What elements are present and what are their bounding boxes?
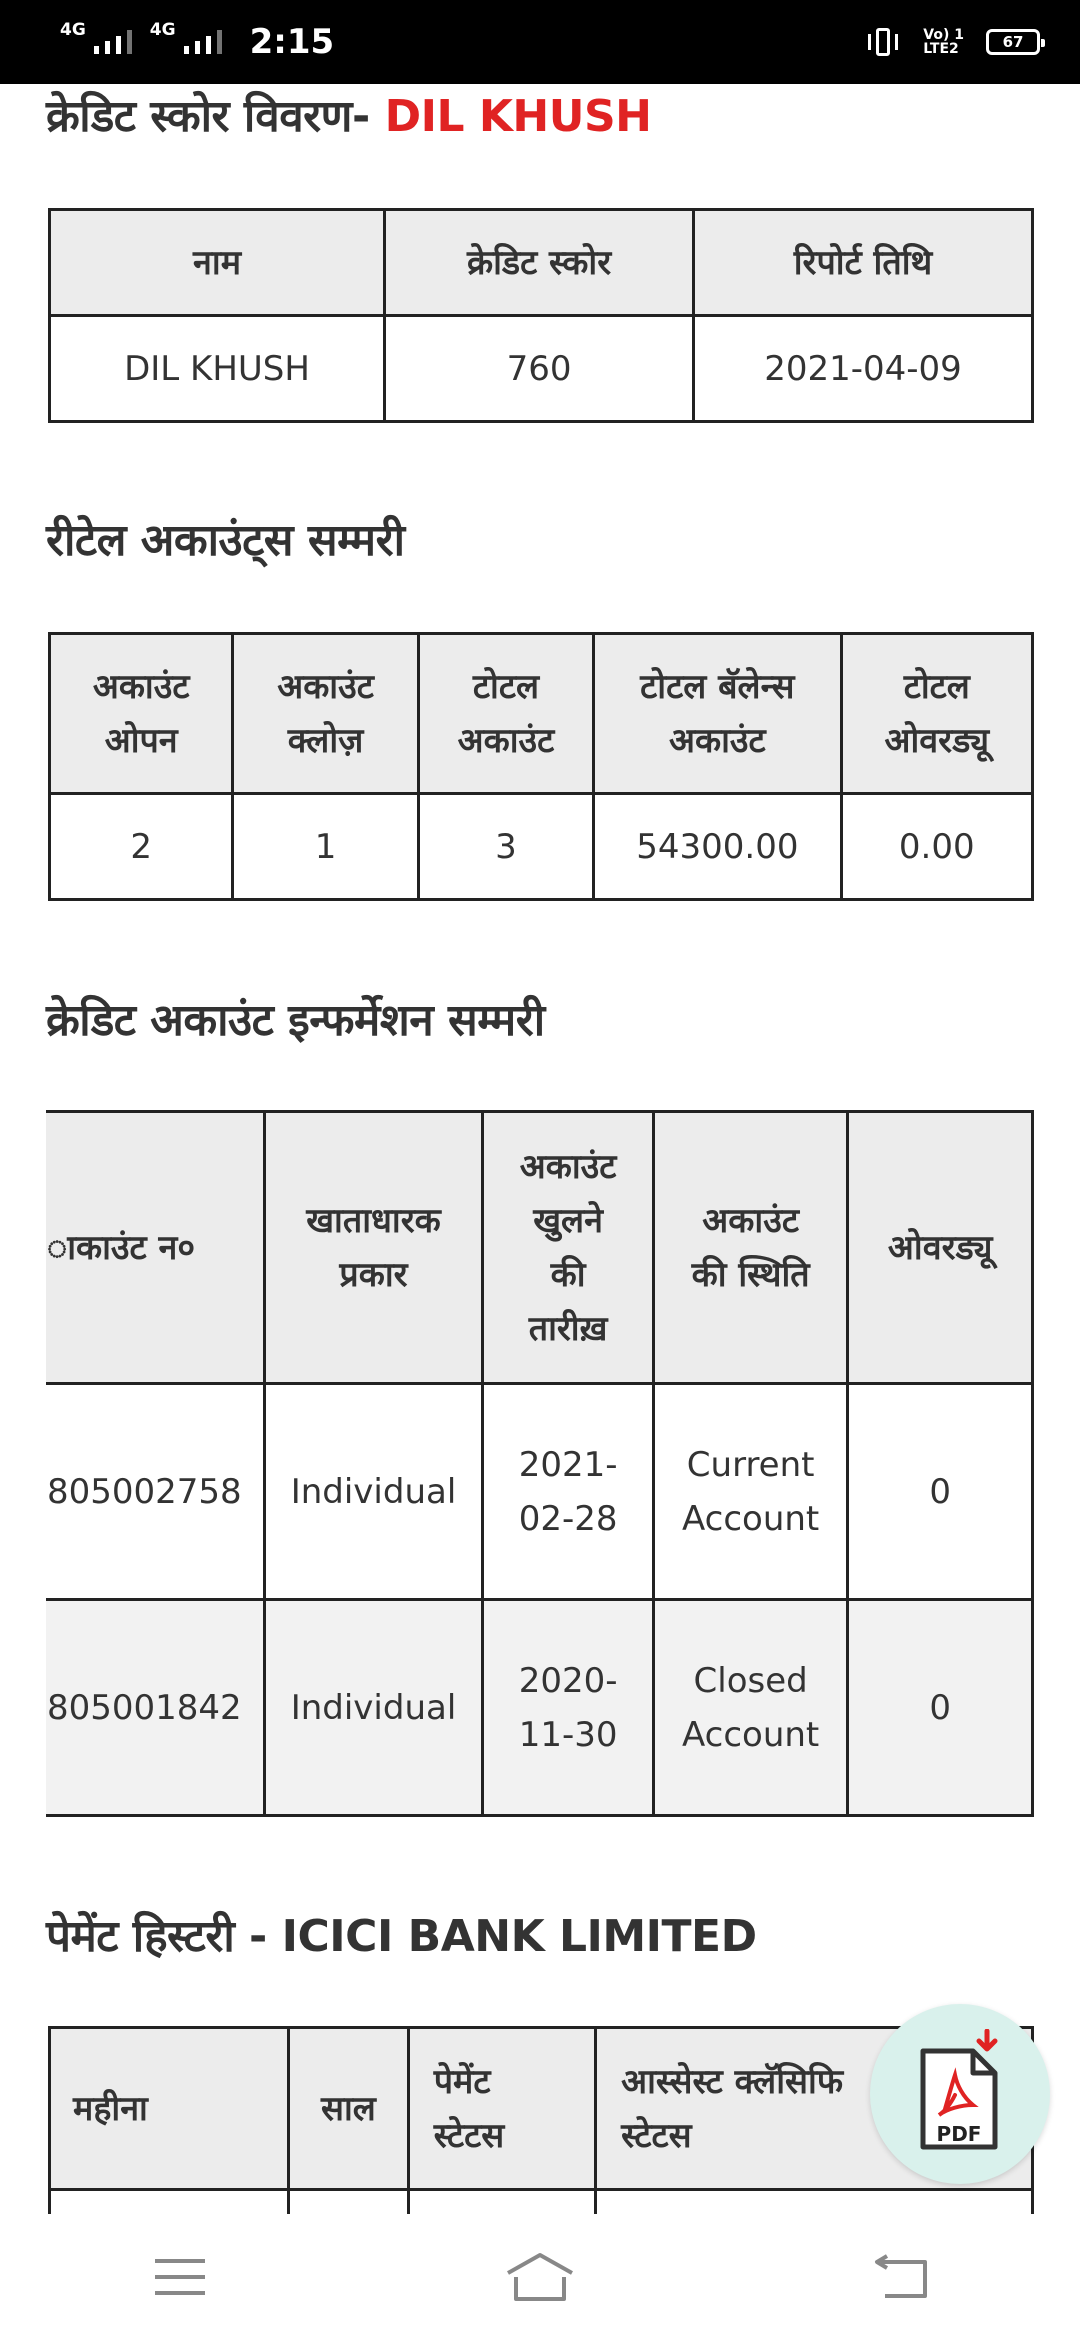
table-row xyxy=(46,1600,1033,1816)
network-type-1: 4G xyxy=(60,20,86,40)
header-year: साल xyxy=(289,2028,409,2190)
cell-open-date: 2020- 11-30 xyxy=(483,1600,654,1816)
credit-score-table xyxy=(48,208,1034,423)
retail-summary-table xyxy=(48,632,1034,901)
cell-total-overdue: 0.00 xyxy=(841,794,1032,900)
battery-level: 67 xyxy=(1002,33,1024,51)
clock: 2:15 xyxy=(249,22,335,62)
header-overdue: ओवरड्यू xyxy=(848,1112,1033,1384)
header-account-status: अकाउंट की स्थिति xyxy=(653,1112,848,1384)
cell-report-date: 2021-04-09 xyxy=(694,316,1033,422)
cell-credit-score: 760 xyxy=(385,316,694,422)
retail-summary-title: रीटेल अकाउंट्स सम्मरी xyxy=(46,515,405,566)
credit-score-title-name: DIL KHUSH xyxy=(384,91,652,142)
volte-line-2: LTE2 xyxy=(923,41,959,57)
header-asset-classification: आस्सेस्ट क्लॅसिफि स्टेटस xyxy=(596,2028,1033,2190)
cell-accounts-closed: 1 xyxy=(233,794,418,900)
cell-open-date: 2021- 02-28 xyxy=(483,1384,654,1600)
back-icon xyxy=(871,2254,929,2300)
home-icon xyxy=(504,2251,576,2303)
header-accounts-closed: अकाउंट क्लोज़ xyxy=(233,634,418,794)
cell-holder-type: Individual xyxy=(264,1384,483,1600)
header-total-balance: टोटल बॅलेन्स अकाउंट xyxy=(594,634,841,794)
header-name: नाम xyxy=(50,210,385,316)
credit-score-title xyxy=(46,84,651,144)
cell-account-status: Closed Account xyxy=(653,1600,848,1816)
cell-total-accounts: 3 xyxy=(418,794,593,900)
network-type-2: 4G xyxy=(149,20,176,40)
header-credit-score: क्रेडिट स्कोर xyxy=(385,210,694,316)
header-accounts-open: अकाउंट ओपन xyxy=(50,634,233,794)
home-button[interactable] xyxy=(480,2237,600,2317)
table-row xyxy=(50,2190,289,2215)
signal-2-icon xyxy=(149,20,222,54)
status-bar xyxy=(0,0,1080,84)
cell-overdue: 0 xyxy=(848,1384,1033,1600)
cell-account-status: Current Account xyxy=(653,1384,848,1600)
system-nav-bar xyxy=(0,2214,1080,2340)
signal-1-icon xyxy=(60,20,132,54)
menu-icon xyxy=(153,2257,207,2297)
cell-accounts-open: 2 xyxy=(50,794,233,900)
pdf-download-button[interactable] xyxy=(870,2004,1050,2184)
vibrate-icon xyxy=(865,24,901,60)
header-holder-type: खाताधारक प्रकार xyxy=(264,1112,483,1384)
header-report-date: रिपोर्ट तिथि xyxy=(694,210,1033,316)
battery-icon xyxy=(986,29,1040,55)
back-button[interactable] xyxy=(840,2237,960,2317)
header-month: महीना xyxy=(50,2028,289,2190)
cell-overdue: 0 xyxy=(848,1600,1033,1816)
cell-account-no: 805002758 xyxy=(46,1384,264,1600)
volte-indicator xyxy=(923,28,964,56)
pdf-label: PDF xyxy=(936,2122,982,2146)
header-payment-status: पेमेंट स्टेटस xyxy=(408,2028,595,2190)
cell-holder-type: Individual xyxy=(264,1600,483,1816)
cell-name: DIL KHUSH xyxy=(50,316,385,422)
report-content[interactable] xyxy=(0,84,1080,2214)
menu-button[interactable] xyxy=(120,2237,240,2317)
credit-score-title-prefix: क्रेडिट स्कोर विवरण- xyxy=(46,91,385,142)
pdf-download-icon xyxy=(905,2029,1015,2159)
header-open-date: अकाउंट खुलने की तारीख़ xyxy=(483,1112,654,1384)
payment-history-title: पेमेंट हिस्टरी - ICICI BANK LIMITED xyxy=(46,1911,757,1962)
credit-info-title: क्रेडिट अकाउंट इन्फर्मेशन सम्मरी xyxy=(46,995,545,1046)
volte-line-1: Vo) 1 xyxy=(923,27,964,43)
table-row xyxy=(46,1384,1033,1600)
cell-account-no: 805001842 xyxy=(46,1600,264,1816)
credit-info-scroll[interactable] xyxy=(46,1110,1036,1904)
credit-info-table xyxy=(46,1110,1034,1817)
cell-total-balance: 54300.00 xyxy=(594,794,841,900)
header-account-no: ाकाउंट न० xyxy=(46,1112,264,1384)
header-total-overdue: टोटल ओवरड्यू xyxy=(841,634,1032,794)
header-total-accounts: टोटल अकाउंट xyxy=(418,634,593,794)
